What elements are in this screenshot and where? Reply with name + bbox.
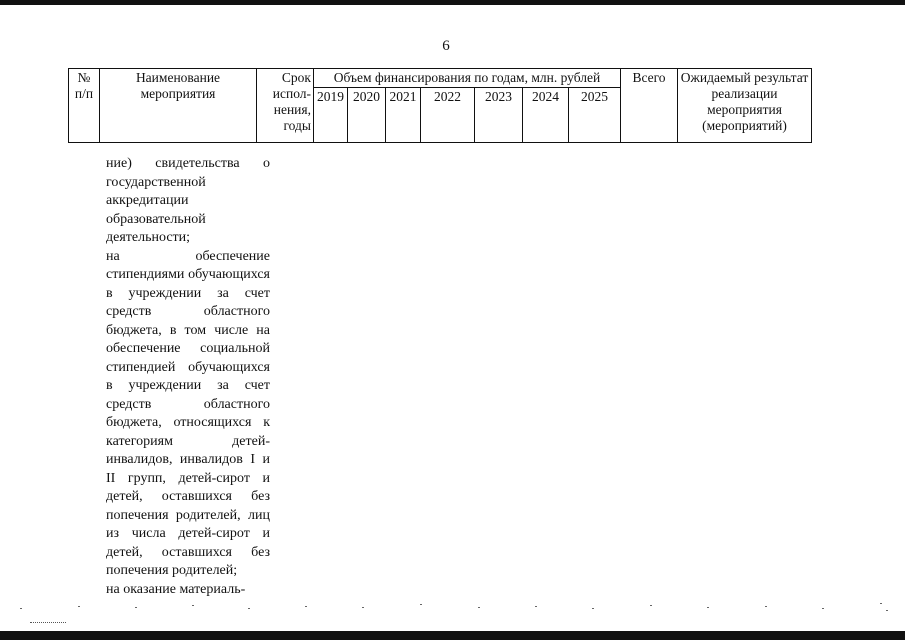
header-col-total: Всего — [621, 69, 678, 143]
scan-border-top — [0, 0, 905, 5]
activity-description — [106, 155, 270, 599]
scan-noise — [0, 600, 905, 630]
header-col-name: Наименование мероприятия — [100, 69, 257, 143]
header-year: 2024 — [523, 88, 569, 143]
scan-border-bottom — [0, 631, 905, 640]
header-col-funding: Объем финансирования по годам, млн. рублей — [314, 69, 621, 88]
header-year: 2021 — [386, 88, 421, 143]
header-col-term: Срок испол-нения, годы — [257, 69, 314, 143]
description-paragraph: на оказание материаль- — [106, 581, 246, 597]
header-year: 2022 — [421, 88, 475, 143]
description-paragraph: на обеспечение стипендиями обучающихся в учреждении за счет средств областного бюджета, в том числе на обеспечение социальной стипендией обучающихся в учреждении за счет средств областного бюджета, относящихся к категориям детей-инвалидов, инвалидов I и II групп, детей-сирот и детей, оставшихся без попечения родителей, лиц из числа детей-сирот и детей, оставшихся без попечения родителей; — [106, 248, 270, 578]
header-col-number: № п/п — [69, 69, 100, 143]
header-year: 2020 — [348, 88, 386, 143]
header-year: 2025 — [569, 88, 621, 143]
page-number: 6 — [442, 38, 450, 54]
header-col-result: Ожидаемый результат реализации мероприятия (мероприятий) — [678, 69, 812, 143]
description-paragraph: ние) свидетельства о государственной аккредитации образовательной деятельности; — [106, 156, 270, 245]
header-year: 2023 — [475, 88, 523, 143]
program-table-header — [68, 68, 812, 143]
header-year: 2019 — [314, 88, 348, 143]
